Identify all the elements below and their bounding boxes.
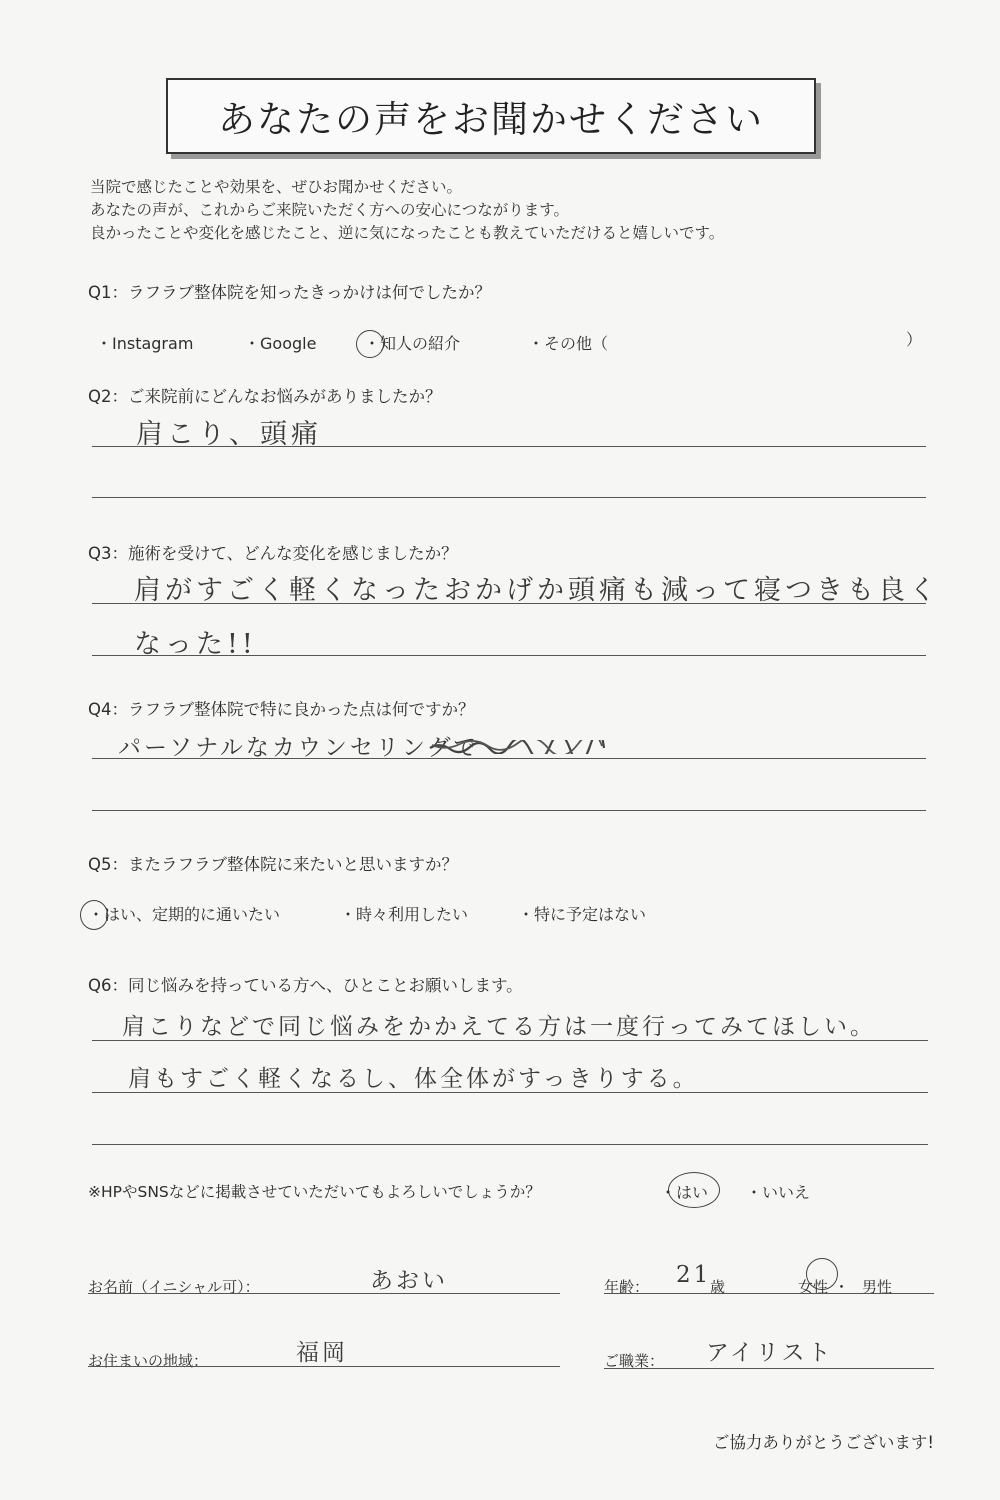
q6-answer-line-1 xyxy=(92,1040,928,1041)
q4-answer-line-2 xyxy=(92,810,926,811)
q6-question: Q6：同じ悩みを持っている方へ、ひとことお願いします。 xyxy=(88,976,523,995)
q5-option-no-plan[interactable]: ・特に予定はない xyxy=(518,905,647,924)
q6-answer-line-2 xyxy=(92,1092,928,1093)
q4-question: Q4：ラフラブ整体院で特に良かった点は何ですか？ xyxy=(88,700,475,719)
area-label: お住まいの地域： xyxy=(88,1352,209,1370)
age-unit: 歳 xyxy=(710,1278,726,1296)
intro-line-2: あなたの声が、これからご来院いただく方への安心につながります。 xyxy=(90,201,569,219)
area-value-handwritten: 福岡 xyxy=(296,1340,348,1366)
q5-option-regularly[interactable]: ・はい、定期的に通いたい xyxy=(88,905,281,924)
q1-option-instagram[interactable]: ・Instagram xyxy=(96,334,194,353)
name-label: お名前（イニシャル可）： xyxy=(88,1278,260,1296)
q4-answer-handwritten: パーソナルなカウンセリングで xyxy=(118,735,480,761)
job-label: ご職業： xyxy=(604,1352,665,1370)
permission-yes[interactable]: ・はい xyxy=(660,1183,709,1202)
q3-answer-line-2 xyxy=(92,655,926,656)
area-field-line xyxy=(88,1366,560,1367)
q2-answer-line-2 xyxy=(92,497,926,498)
scribbled-out-text xyxy=(428,740,606,752)
q1-question: Q1：ラフラブ整体院を知ったきっかけは何でしたか？ xyxy=(88,283,491,302)
q1-option-other-close: ） xyxy=(906,330,923,349)
q3-answer-line-2-text: なった!! xyxy=(134,629,257,660)
q2-answer-line-1 xyxy=(92,446,926,447)
intro-line-1: 当院で感じたことや効果を、ぜひお聞かせください。 xyxy=(90,178,463,196)
q3-answer-line-1-text: 肩がすごく軽くなったおかげか頭痛も減って寝つきも良く xyxy=(134,575,940,606)
thanks-message: ご協力ありがとうございます! xyxy=(712,1433,934,1452)
permission-no[interactable]: ・いいえ xyxy=(746,1183,811,1202)
intro-line-3: 良かったことや変化を感じたこと、逆に気になったことも教えていただけると嬉しいです。 xyxy=(90,224,725,242)
q6-answer-line-1-text: 肩こりなどで同じ悩みをかかえてる方は一度行ってみてほしい。 xyxy=(122,1014,876,1040)
q6-answer-line-2-text: 肩もすごく軽くなるし、体全体がすっきりする。 xyxy=(128,1066,699,1092)
name-field-line xyxy=(88,1293,560,1294)
gender-male[interactable]: 男性 xyxy=(862,1278,893,1296)
q1-option-other[interactable]: ・その他（ xyxy=(528,334,609,353)
q3-question: Q3：施術を受けて、どんな変化を感じましたか？ xyxy=(88,544,458,563)
gender-female[interactable]: 女性 xyxy=(798,1278,829,1296)
q3-answer-line-1 xyxy=(92,603,926,604)
form-title: あなたの声をお聞かせください xyxy=(166,78,816,154)
q4-answer-line-1 xyxy=(92,758,926,759)
gender-separator: ・ xyxy=(834,1278,850,1296)
q1-option-google[interactable]: ・Google xyxy=(244,334,317,353)
q5-option-sometimes[interactable]: ・時々利用したい xyxy=(340,905,469,924)
job-field-line xyxy=(604,1368,934,1369)
q5-question: Q5：またラフラブ整体院に来たいと思いますか？ xyxy=(88,855,458,874)
age-label: 年齢： xyxy=(604,1278,650,1296)
name-value-handwritten: あおい xyxy=(370,1268,448,1294)
q1-option-referral[interactable]: ・知人の紹介 xyxy=(364,334,461,353)
intro-text xyxy=(90,176,724,245)
q2-question: Q2：ご来院前にどんなお悩みがありましたか？ xyxy=(88,387,442,406)
permission-question: ※HPやSNSなどに掲載させていただいてもよろしいでしょうか？ xyxy=(88,1183,541,1201)
age-gender-field-line xyxy=(604,1293,934,1294)
job-value-handwritten: アイリスト xyxy=(706,1340,834,1366)
q2-answer-handwritten: 肩こり、頭痛 xyxy=(136,419,322,450)
age-value-handwritten: 21 xyxy=(676,1262,712,1288)
q6-answer-line-3 xyxy=(92,1144,928,1145)
